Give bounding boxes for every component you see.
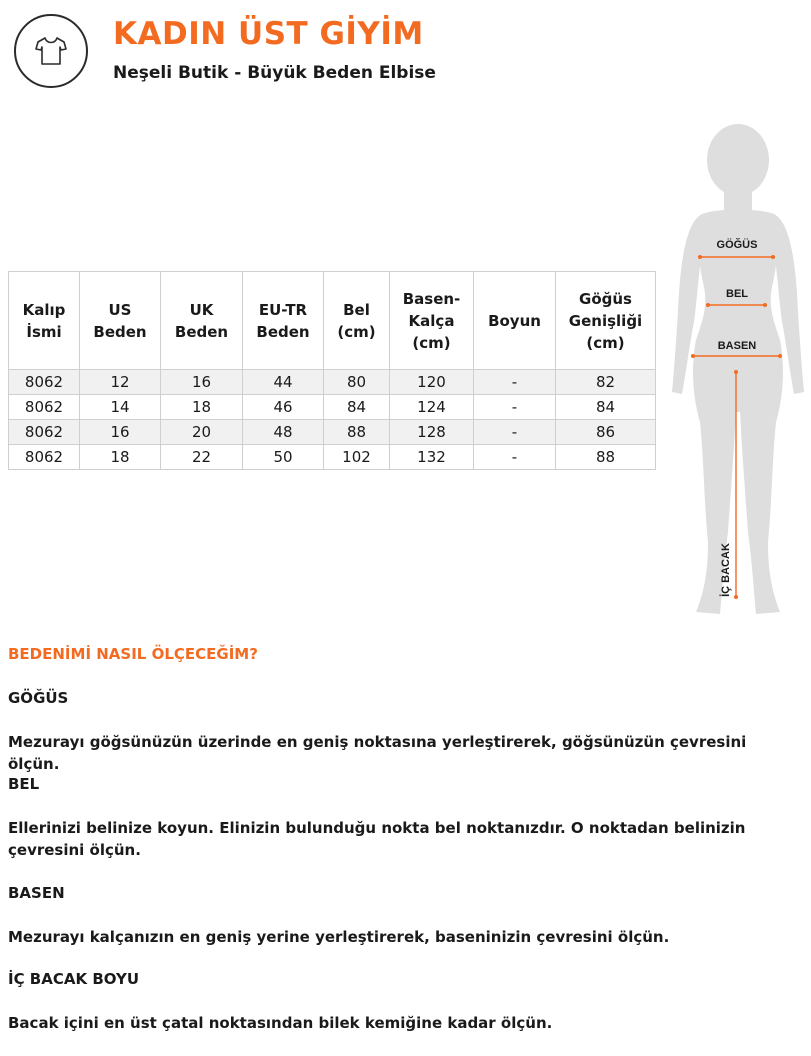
guide-text-hip: Mezurayı kalçanızın en geniş yerine yerleştirerek, baseninizin çevresini ölçün. [8, 928, 670, 946]
table-cell: 84 [324, 395, 390, 420]
table-cell: 120 [390, 370, 474, 395]
tshirt-icon [34, 35, 68, 67]
page-title: KADIN ÜST GİYİM [113, 16, 424, 52]
table-cell: 14 [80, 395, 161, 420]
column-header-pattern-name: Kalıp İsmi [9, 272, 80, 370]
guide-text-inseam: Bacak içini en üst çatal noktasından bilek kemiğine kadar ölçün. [8, 1014, 553, 1032]
table-cell: - [474, 395, 556, 420]
table-cell: 20 [161, 420, 243, 445]
table-cell: 88 [324, 420, 390, 445]
table-row [9, 420, 656, 445]
table-cell: 12 [80, 370, 161, 395]
table-cell: 48 [243, 420, 324, 445]
table-cell: 88 [556, 445, 656, 470]
table-cell: 50 [243, 445, 324, 470]
chest-label: GÖĞÜS [716, 239, 758, 251]
inseam-label: İÇ BACAK [720, 543, 732, 597]
table-cell: 8062 [9, 395, 80, 420]
table-cell: 86 [556, 420, 656, 445]
hip-measure-dot-left [691, 354, 695, 358]
waist-label: BEL [726, 288, 748, 300]
table-cell: 8062 [9, 370, 80, 395]
column-header-us-size: US Beden [80, 272, 161, 370]
brand-header [14, 14, 794, 94]
table-cell: 84 [556, 395, 656, 420]
table-cell: 82 [556, 370, 656, 395]
table-cell: - [474, 420, 556, 445]
guide-heading-hip: BASEN [8, 884, 65, 902]
waist-measure-dot-right [763, 303, 767, 307]
inseam-measure-dot-top [734, 370, 738, 374]
table-cell: 16 [80, 420, 161, 445]
column-header-uk-size: UK Beden [161, 272, 243, 370]
column-header-hip: Basen- Kalça (cm) [390, 272, 474, 370]
guide-text-waist: Ellerinizi belinize koyun. Elinizin bulunduğu nokta bel noktanızdır. O noktadan belinizin çevresini ölçün. [8, 819, 746, 859]
guide-heading-chest: GÖĞÜS [8, 689, 69, 707]
table-cell: 80 [324, 370, 390, 395]
page-subtitle: Neşeli Butik - Büyük Beden Elbise [113, 63, 436, 83]
column-header-waist: Bel (cm) [324, 272, 390, 370]
table-row [9, 445, 656, 470]
chest-measure-dot-left [698, 255, 702, 259]
table-cell: 22 [161, 445, 243, 470]
table-cell: 8062 [9, 445, 80, 470]
table-cell: 46 [243, 395, 324, 420]
chest-measure-dot-right [771, 255, 775, 259]
guide-heading-inseam: İÇ BACAK BOYU [8, 970, 140, 988]
table-cell: 8062 [9, 420, 80, 445]
hip-measure-dot-right [778, 354, 782, 358]
table-cell: 128 [390, 420, 474, 445]
table-cell: 16 [161, 370, 243, 395]
guide-heading-waist: BEL [8, 775, 40, 793]
hip-label: BASEN [717, 340, 757, 352]
table-header-row [9, 272, 656, 370]
table-cell: - [474, 370, 556, 395]
inseam-measure-dot-bottom [734, 595, 738, 599]
column-header-eu-tr-size: EU-TR Beden [243, 272, 324, 370]
table-cell: - [474, 445, 556, 470]
guide-title: BEDENİMİ NASIL ÖLÇECEĞİM? [8, 645, 258, 663]
logo-badge [14, 14, 88, 88]
column-header-neck: Boyun [474, 272, 556, 370]
table-cell: 18 [80, 445, 161, 470]
table-row [9, 370, 656, 395]
body-measurement-figure [668, 122, 808, 622]
table-cell: 18 [161, 395, 243, 420]
table-row [9, 395, 656, 420]
waist-measure-dot-left [706, 303, 710, 307]
table-cell: 124 [390, 395, 474, 420]
table-cell: 102 [324, 445, 390, 470]
size-table [8, 271, 656, 470]
table-cell: 44 [243, 370, 324, 395]
table-cell: 132 [390, 445, 474, 470]
body-silhouette [672, 124, 804, 614]
guide-text-chest: Mezurayı göğsünüzün üzerinde en geniş noktasına yerleştirerek, göğsünüzün çevresini ölçün. [8, 733, 747, 773]
column-header-chest-width: Göğüs Genişliği (cm) [556, 272, 656, 370]
